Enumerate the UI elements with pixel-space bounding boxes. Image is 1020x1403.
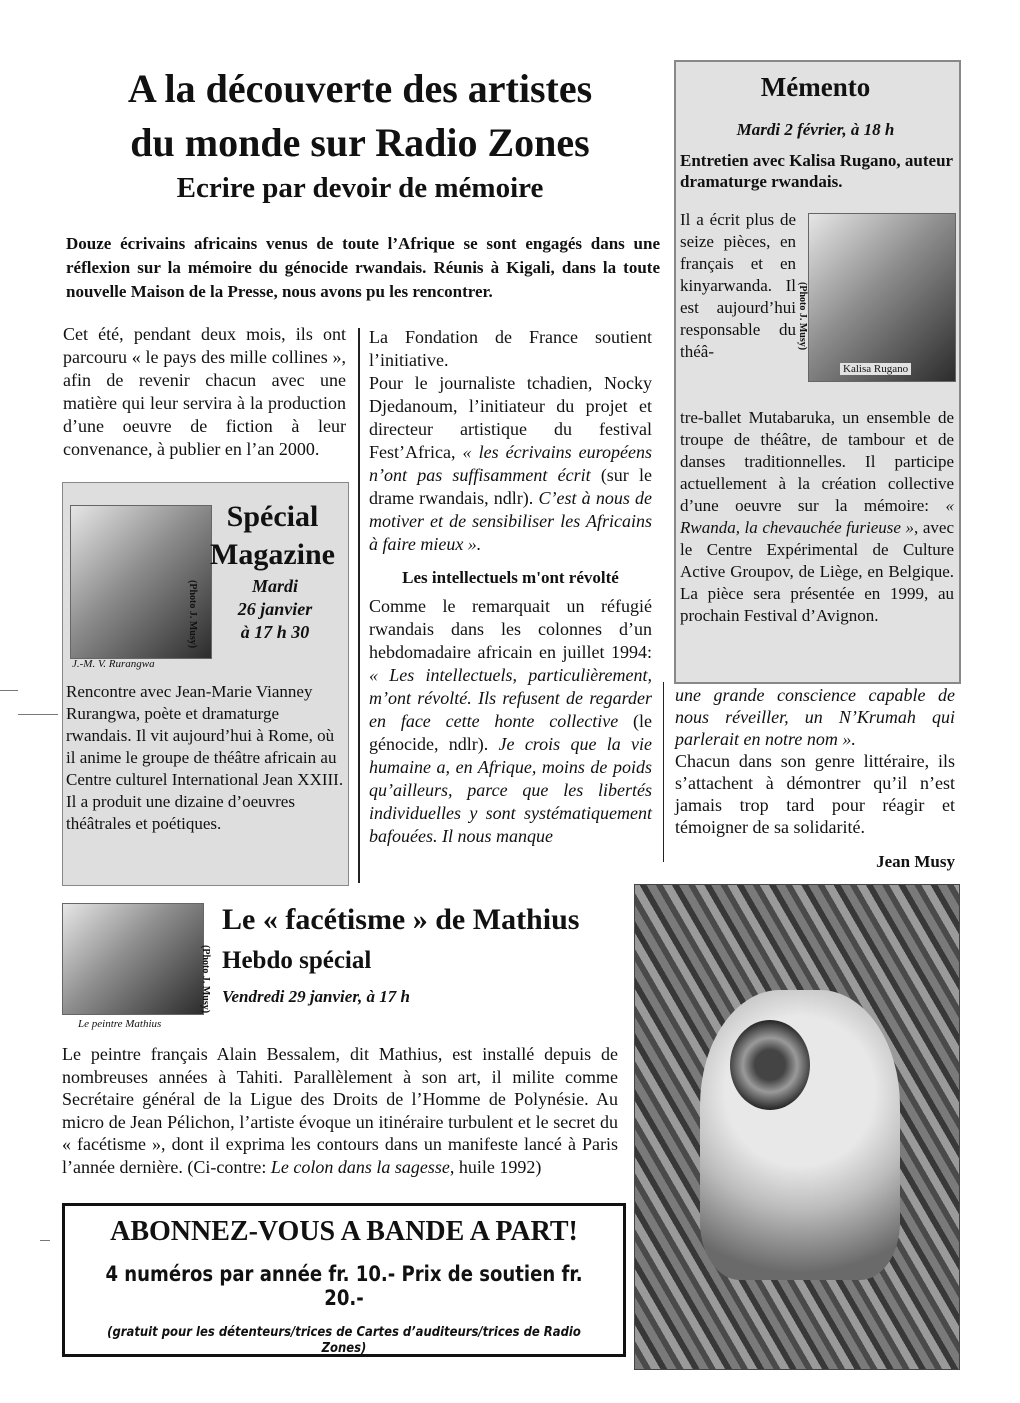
col2-paragraph-3 <box>369 595 652 848</box>
special-title-line1: Spécial <box>226 500 319 533</box>
special-date-date: 26 janvier <box>237 599 313 619</box>
col2-paragraph-1: La Fondation de France soutient l’initiative. <box>369 327 652 370</box>
col2-p2-paren: (sur le drame rwandais, ndlr). <box>369 465 652 508</box>
rugano-photo-caption: Kalisa Rugano <box>840 363 911 375</box>
memento-text-wide <box>680 407 954 627</box>
rugano-photo <box>808 213 956 382</box>
author-signature: Jean Musy <box>876 852 955 871</box>
mathius-painting-title: Le colon dans la sagesse <box>270 1156 450 1177</box>
rurangwa-photo-credit: (Photo J. Musy) <box>187 580 198 649</box>
col2-p3-quote2: Je crois que la vie humaine a, en Afrique, moins de poids qu’ailleurs, parce que les libertés individuelles y sont systématiquement bafouées. Il nous manque <box>369 734 652 846</box>
margin-mark-3 <box>40 1240 50 1241</box>
column-divider <box>358 328 360 883</box>
mathius-title: Le « facétisme » de Mathius <box>222 903 580 936</box>
col2-subhead: Les intellectuels m'ont révolté <box>402 568 619 587</box>
rugano-photo-credit: (Photo J. Musy) <box>797 282 808 351</box>
col2-p3-text: Comme le remarquait un réfugié rwandais dans les colonnes d’un hebdomadaire africain en juillet 1994: <box>369 596 652 662</box>
rurangwa-photo-caption: J.-M. V. Rurangwa <box>72 658 155 670</box>
subscription-box <box>62 1203 626 1357</box>
col2 <box>369 326 652 848</box>
painting-face <box>730 1020 810 1110</box>
mathius-body-text: Le peintre français Alain Bessalem, dit Mathius, est installé depuis de nombreuses années à Tahiti. Parallèlement à son art, il milite comme Secrétaire général de la Ligue des Droits de l’Homme de Polynésie. Au micro de Jean Pélichon, l’artiste évoque un itinéraire turbulent et le secret du « facétisme », dont il exprima les contours dans un manifeste lancé à Paris l’année dernière. (Ci-contre: <box>62 1044 618 1177</box>
memento-date: Mardi 2 février, à 18 h <box>736 120 895 139</box>
lead-paragraph: Douze écrivains africains venus de toute l’Afrique se sont engagés dans une réflexion sur la mémoire du génocide rwandais. Réunis à Kigali, dans la toute nouvelle Maison de la Presse, nous avons pu les rencontrer. <box>66 234 660 301</box>
memento-text-end: , avec le Centre Expérimental de Culture Active Groupov, de Liège, en Belgique. La pièce sera présentée en 1999, au prochain Festival d’Avignon. <box>680 518 954 625</box>
col2-p3-paren: (le génocide, ndlr). <box>369 711 652 754</box>
margin-mark-2 <box>18 714 58 715</box>
col3-quote: une grande conscience capable de nous réveiller, un N’Krumah qui parlerait en notre nom ». <box>675 685 955 749</box>
subscription-headline: ABONNEZ-VOUS A BANDE A PART! <box>110 1216 578 1247</box>
memento-text-plain: tre-ballet Mutabaruka, un ensemble de troupe de théâtre, de tambour et de danses traditionnelles. Il participe actuellement à la création collective d’une oeuvre sur la mémoire: <box>680 408 954 515</box>
col3-paragraph: Chacun dans son genre littéraire, ils s’attachent à démontrer qu’il n’est jamais trop tard pour réagir et témoigner de sa solidarité. <box>675 751 955 837</box>
special-date-time: à 17 h 30 <box>240 622 310 642</box>
memento-play-title: « Rwanda, la chevauchée furieuse » <box>680 496 954 537</box>
mathius-body-end: , huile 1992) <box>449 1156 542 1177</box>
headline-title-line2: du monde sur Radio Zones <box>130 120 590 165</box>
headline-title <box>70 62 650 170</box>
special-title <box>200 498 345 574</box>
mathius-photo <box>62 903 204 1015</box>
memento-text-narrow: Il a écrit plus de seize pièces, en français et en kinyarwanda. Il est aujourd’hui responsable du théâ- <box>680 210 796 361</box>
headline-subtitle: Ecrire par devoir de mémoire <box>176 172 544 204</box>
special-title-line2: Magazine <box>210 538 335 571</box>
col1-paragraph: Cet été, pendant deux mois, ils ont parcouru « le pays des mille collines », afin de revenir chacun avec une matière qui leur servira à la production d’une oeuvre de fiction à leur convenance, à publier en l’an 2000. <box>63 324 346 459</box>
memento-title: Mémento <box>760 72 871 102</box>
column-divider-2 <box>663 682 664 862</box>
col2-p2-text: Pour le journaliste tchadien, Nocky Djedanoum, l’initiateur du projet et directeur artistique du festival Fest’Africa, <box>369 373 652 462</box>
special-date <box>215 575 335 644</box>
subscription-note: (gratuit pour les détenteurs/trices de Cartes d’auditeurs/trices de Radio Zones) <box>107 1324 581 1356</box>
col2-p2-quote1: « les écrivains européens n’ont pas suffisamment écrit <box>369 442 652 485</box>
memento-heading: Entretien avec Kalisa Rugano, auteur dramaturge rwandais. <box>680 151 953 191</box>
mathius-body <box>62 1043 618 1178</box>
col2-p2-quote2: C’est à nous de motiver et de sensibiliser les Africains à faire mieux ». <box>369 488 652 554</box>
mathius-photo-credit: (Photo J. Musy) <box>200 945 211 1014</box>
mathius-photo-caption: Le peintre Mathius <box>78 1018 162 1030</box>
mathius-date: Vendredi 29 janvier, à 17 h <box>222 987 410 1006</box>
subscription-prices: 4 numéros par année fr. 10.- Prix de soutien fr. 20.- <box>105 1262 583 1310</box>
margin-mark <box>0 690 18 691</box>
col2-paragraph-2 <box>369 372 652 556</box>
col2-p3-quote1: « Les intellectuels, particulièrement, m’ont révolté. Ils refusent de regarder en face cette honte collective <box>369 665 652 731</box>
special-body: Rencontre avec Jean-Marie Vianney Rurangwa, poète et dramaturge rwandais. Il vit aujourd’hui à Rome, où il anime le groupe de théâtre africain au Centre culturel International Jean XXIII. Il a produit une dizaine d’oeuvres théâtrales et poétiques. <box>66 682 344 833</box>
painting-figure <box>700 990 900 1280</box>
special-date-day: Mardi <box>251 576 298 596</box>
mathius-subtitle: Hebdo spécial <box>222 947 372 974</box>
headline-title-line1: A la découverte des artistes <box>127 66 593 111</box>
col3 <box>675 684 955 838</box>
